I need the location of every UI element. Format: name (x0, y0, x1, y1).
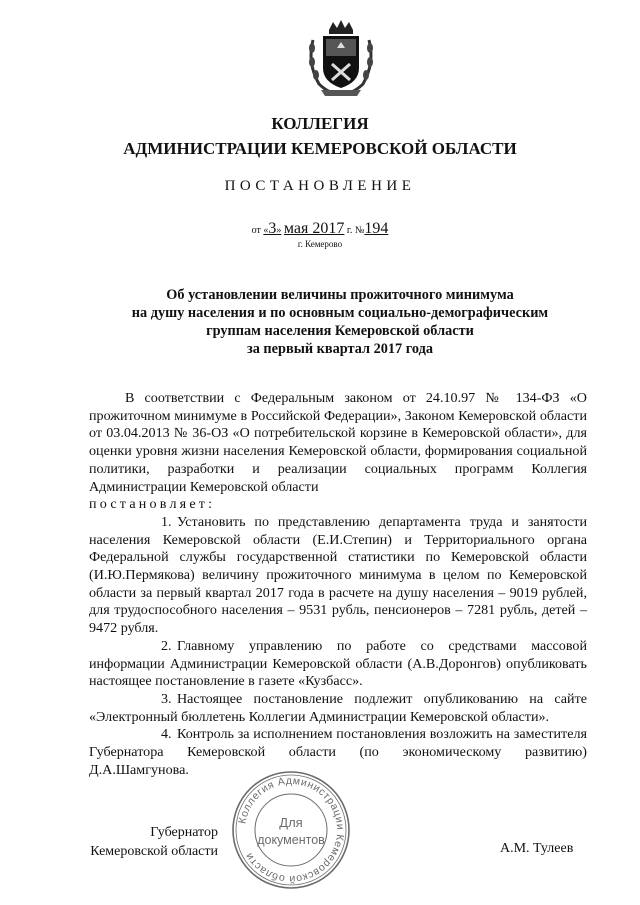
title-line: на душу населения и по основным социально-демографическим (131, 305, 549, 321)
list-item: 4. Контроль за исполнением постановления возложить на заместителя Губернатора Кемеровской области (по экономическому развитию) Д.А.Шамгунова. (89, 726, 587, 778)
document-title (90, 286, 590, 358)
stamp-center-line2: документов (257, 833, 325, 847)
organization-title-line2: АДМИНИСТРАЦИИ КЕМЕРОВСКОЙ ОБЛАСТИ (123, 139, 517, 158)
resolves-line: постановляет: (89, 496, 216, 513)
signatory-name: А.М. Тулеев (500, 841, 574, 856)
organization-title-line1: КОЛЛЕГИЯ (271, 114, 369, 133)
number-sign: № (354, 225, 365, 236)
document-city: г. Кемерово (297, 239, 343, 249)
date-prefix: от (251, 225, 261, 236)
title-line: Об установлении величины прожиточного минимума (166, 287, 514, 303)
document-number: 194 (364, 220, 389, 237)
preamble-paragraph: В соответствии с Федеральным законом от 24.10.97 № 134-ФЗ «О прожиточном минимуме в Российской Федерации», Законом Кемеровской области от 03.04.2013 № 36-ОЗ «О потребительской корзине в Кемеровской области», для оценки уровня жизни населения Кемеровской области, формирования социальной политики, разработки и реализации социальных программ Коллегия Администрации Кемеровской области (89, 390, 587, 495)
date-year-suffix: г. (346, 225, 353, 236)
official-stamp (230, 769, 352, 891)
stamp-ring-text: Коллегия Администрации Кемеровской области (236, 774, 347, 886)
signatory-position: Губернатор Кемеровской области (90, 825, 218, 859)
coat-of-arms-emblem (303, 18, 379, 98)
list-item: 1. Установить по представлению департамента труда и занятости населения Кемеровской области (Е.И.Степин) и Территориального органа Федеральной службы государственной статистики по Кемеровской области (И.Ю.Пермякова) величину прожиточного минимума в целом по Кемеровской области за первый квартал 2017 года в расчете на душу населения – 9019 рублей, для трудоспособного населения – 9531 рубль, пенсионеров – 7281 рубль, детей – 9472 рубля. (89, 513, 587, 637)
document-type: ПОСТАНОВЛЕНИЕ (224, 178, 416, 194)
title-line: группам населения Кемеровской области (206, 323, 474, 339)
date-month-year: мая 2017 (283, 220, 345, 237)
date-day: «3» (263, 220, 282, 237)
stamp-center-line1: Для (279, 815, 303, 830)
title-line: за первый квартал 2017 года (246, 341, 434, 357)
document-body (89, 390, 587, 779)
list-item: 2. Главному управлению по работе со средствами массовой информации Администрации Кемеровской области (А.В.Доронгов) опубликовать настоящее постановление в газете «Кузбасс». (89, 637, 587, 690)
list-item: 3. Настоящее постановление подлежит опубликованию на сайте «Электронный бюллетень Коллегии Администрации Кемеровской области». (89, 690, 587, 725)
document-date-line (0, 220, 640, 238)
